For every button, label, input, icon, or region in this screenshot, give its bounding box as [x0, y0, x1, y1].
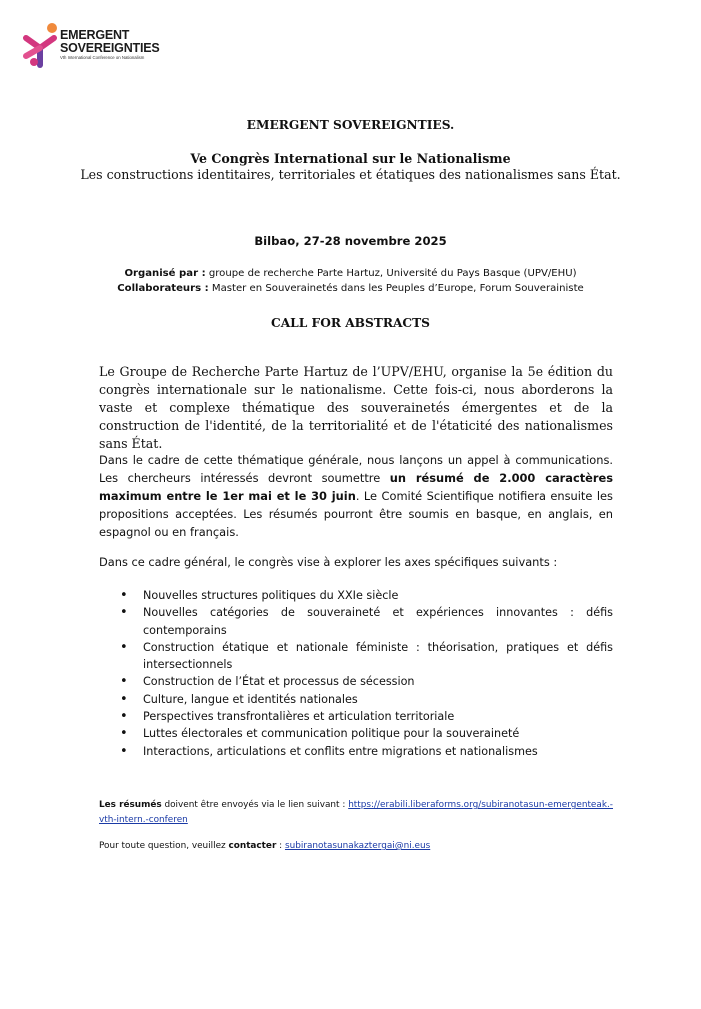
call-text-a: Dans le cadre de cette thématique générale, nous lançons un appel à communications. Les chercheurs intéressés devront soumettre	[99, 453, 613, 485]
contact-bold: contacter	[228, 841, 277, 851]
contact-sep: :	[276, 841, 285, 851]
axes-list	[99, 587, 613, 760]
conference-logo	[20, 18, 170, 72]
contact-email-link[interactable]: subiranotasunakaztergai@ni.eus	[284, 841, 431, 851]
logo-mark-icon	[20, 18, 60, 72]
submission-link[interactable]: https://erabili.liberaforms.org/subiranotasun-emergenteak.-vth-intern.-conferen	[99, 800, 613, 825]
axes-intro: Dans ce cadre général, le congrès vise à explorer les axes spécifiques suivants :	[99, 555, 558, 569]
logo-subtitle: Vth International Conference on Nationalism	[60, 55, 145, 60]
logo-text-sovereignties: SOVEREIGNTIES	[60, 41, 160, 55]
list-item: • Perspectives transfrontalières et articulation territoriale	[99, 708, 613, 725]
contact-note	[99, 839, 613, 854]
organised-label: Organisé par :	[124, 268, 206, 279]
organised-value: groupe de recherche Parte Hartuz, Université du Pays Basque (UPV/EHU)	[205, 268, 577, 279]
call-text-b: . Le Comité Scientifique notifiera ensuite les propositions acceptées. Les résumés pourront être soumis en basque, en anglais, en espagnol ou en français.	[99, 489, 613, 539]
document-title: EMERGENT SOVEREIGNTIES.	[246, 118, 455, 132]
intro-paragraph: Le Groupe de Recherche Parte Hartuz de l’UPV/EHU, organise la 5e édition du congrès internationale sur le nationalisme. Cette fois-ci, nous aborderons la vaste et complexe thématique des souverainetés émergentes et de la construction de l'identité, de la territorialité et de l'étaticité des nationalismes sans État.	[99, 364, 613, 451]
call-paragraph	[99, 451, 613, 541]
contact-text: Pour toute question, veuillez	[99, 841, 229, 851]
list-item: • Nouvelles structures politiques du XXIe siècle	[99, 587, 613, 604]
submission-note	[99, 798, 613, 828]
congress-theme: Les constructions identitaires, territoriales et étatiques des nationalismes sans État.	[80, 167, 621, 182]
congress-name: Ve Congrès International sur le Nationalisme	[190, 151, 511, 166]
list-item: • Luttes électorales et communication politique pour la souveraineté	[99, 725, 613, 742]
list-item: • Culture, langue et identités nationales	[99, 691, 613, 708]
collab-label: Collaborateurs :	[117, 283, 209, 294]
submission-text: doivent être envoyés via le lien suivant :	[161, 800, 349, 810]
collaborators	[0, 283, 701, 294]
list-item: • Interactions, articulations et conflits entre migrations et nationalismes	[99, 743, 613, 760]
place-date: Bilbao, 27-28 novembre 2025	[254, 234, 447, 248]
organised-by	[0, 268, 701, 279]
submission-bold: Les résumés	[99, 800, 162, 810]
call-text-bold: un résumé de 2.000 caractères maximum entre le 1er mai et le 30 juin	[99, 471, 614, 503]
list-item: • Nouvelles catégories de souveraineté et expériences innovantes : défis contemporains	[99, 604, 613, 639]
list-item: • Construction de l’État et processus de sécession	[99, 673, 613, 690]
list-item: • Construction étatique et nationale féministe : théorisation, pratiques et défis intersectionnels	[99, 639, 613, 674]
logo-text-emergent: EMERGENT	[60, 28, 130, 42]
call-for-abstracts-heading: CALL FOR ABSTRACTS	[271, 316, 430, 330]
collab-value: Master en Souverainetés dans les Peuples d’Europe, Forum Souverainiste	[208, 283, 584, 294]
